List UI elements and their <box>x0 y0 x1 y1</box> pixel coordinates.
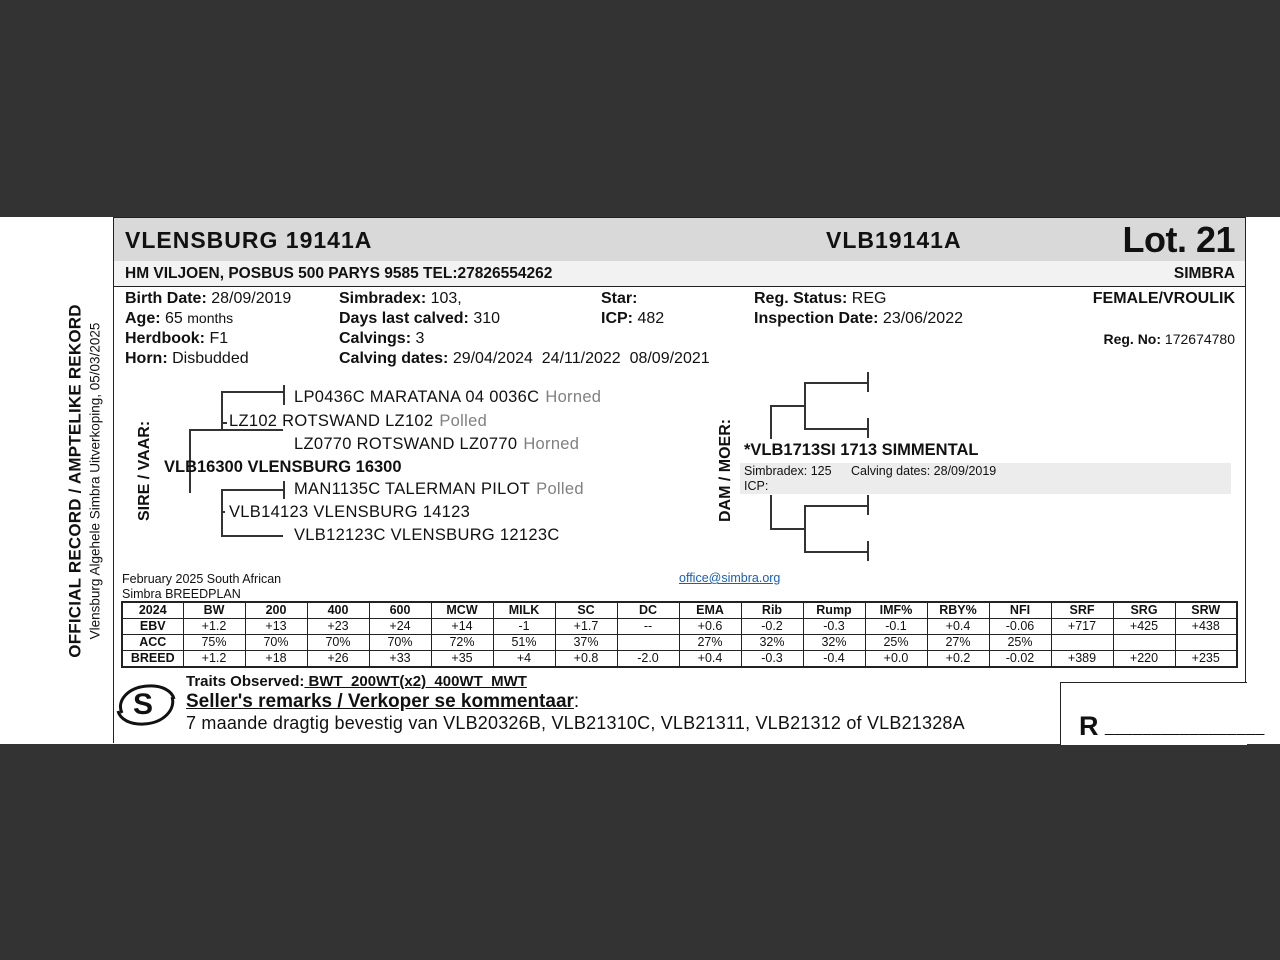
sire-sire-sire: LP0436C MARATANA 04 0036C Horned <box>294 388 602 406</box>
ebv-cell: +220 <box>1113 651 1175 668</box>
pedigree-line <box>867 418 869 438</box>
ebv-cell <box>617 635 679 651</box>
remarks-title: Seller's remarks / Verkoper se kommentaar: <box>186 691 580 712</box>
ebv-cell <box>1113 635 1175 651</box>
ebv-cell: -2.0 <box>617 651 679 668</box>
ebv-cell: 75% <box>183 635 245 651</box>
ebv-cell: +0.6 <box>679 619 741 635</box>
ebv-cell: +438 <box>1175 619 1237 635</box>
dam-info-box <box>740 463 1231 494</box>
pedigree-line <box>804 505 806 551</box>
ebv-header-cell: 400 <box>307 602 369 619</box>
ebv-cell: -0.02 <box>989 651 1051 668</box>
ebv-row-label: BREED <box>122 651 183 668</box>
ebv-header-cell: Rib <box>741 602 803 619</box>
ebv-cell: 72% <box>431 635 493 651</box>
breedplan-name: Simbra BREEDPLAN <box>122 587 241 601</box>
ebv-header-cell: BW <box>183 602 245 619</box>
ebv-cell: 70% <box>245 635 307 651</box>
lot-number: Lot. 21 <box>1122 219 1235 260</box>
pedigree-line <box>770 495 772 529</box>
pedigree-line <box>283 481 285 499</box>
pedigree-line <box>223 422 227 424</box>
ebv-cell: +1.7 <box>555 619 617 635</box>
ebv-cell: 32% <box>741 635 803 651</box>
sire-dam-sire: MAN1135C TALERMAN PILOT Polled <box>294 480 584 498</box>
pedigree-line <box>867 495 869 515</box>
ebv-table <box>121 601 1238 668</box>
ebv-row <box>122 619 1237 635</box>
ebv-cell: +1.2 <box>183 619 245 635</box>
age: Age: 65 months <box>125 310 234 327</box>
ebv-header-cell: IMF% <box>865 602 927 619</box>
days-last-calved: Days last calved: 310 <box>339 310 501 327</box>
ebv-cell: 51% <box>493 635 555 651</box>
ebv-row-label: ACC <box>122 635 183 651</box>
birth-date: Birth Date: 28/09/2019 <box>125 290 292 307</box>
official-record-label: OFFICIAL RECORD / AMPTELIKE REKORD <box>65 304 85 658</box>
logo-letter: S <box>133 688 154 721</box>
sire-dam: VLB14123 VLENSBURG 14123 <box>229 503 471 521</box>
dam-icp: ICP: <box>744 479 769 493</box>
rand-symbol: R <box>1079 711 1099 741</box>
ebv-cell: -1 <box>493 619 555 635</box>
ebv-cell: -0.06 <box>989 619 1051 635</box>
ebv-cell: +0.0 <box>865 651 927 668</box>
ebv-cell: +35 <box>431 651 493 668</box>
ebv-header-cell: SRW <box>1175 602 1237 619</box>
ebv-cell: -0.3 <box>741 651 803 668</box>
pedigree-line <box>867 541 869 561</box>
ebv-cell: 27% <box>927 635 989 651</box>
pedigree-line <box>221 535 283 537</box>
ebv-row <box>122 651 1237 668</box>
pedigree-line <box>770 405 772 439</box>
side-caption <box>54 217 114 744</box>
ebv-cell <box>1175 635 1237 651</box>
ebv-cell: +1.2 <box>183 651 245 668</box>
email-link[interactable]: office@simbra.org <box>679 571 781 585</box>
ebv-cell: +0.4 <box>927 619 989 635</box>
ebv-cell: +0.2 <box>927 651 989 668</box>
ebv-cell: -- <box>617 619 679 635</box>
ebv-cell: 70% <box>307 635 369 651</box>
ebv-header-cell: RBY% <box>927 602 989 619</box>
animal-name: VLENSBURG 19141A <box>125 227 373 253</box>
sire-dam-dam: VLB12123C VLENSBURG 12123C <box>294 526 560 544</box>
ebv-header-cell: 600 <box>369 602 431 619</box>
ebv-cell: 27% <box>679 635 741 651</box>
herdbook: Herdbook: F1 <box>125 330 229 347</box>
ebv-cell: -0.2 <box>741 619 803 635</box>
sale-name-date: Vlensburg Algehele Simbra Uitverkoping, 05/03/2025 <box>87 322 103 640</box>
pedigree-line <box>770 528 805 530</box>
price-box[interactable] <box>1060 682 1265 745</box>
ebv-cell: -0.4 <box>803 651 865 668</box>
ebv-cell: -0.1 <box>865 619 927 635</box>
inspection-date: Inspection Date: 23/06/2022 <box>754 310 963 327</box>
ebv-cell: 37% <box>555 635 617 651</box>
ebv-cell: +0.4 <box>679 651 741 668</box>
icp: ICP: 482 <box>601 310 665 327</box>
ebv-cell: +24 <box>369 619 431 635</box>
ebv-header-cell: DC <box>617 602 679 619</box>
ebv-cell: +33 <box>369 651 431 668</box>
pedigree-line <box>804 505 867 507</box>
ebv-header-cell: 200 <box>245 602 307 619</box>
pedigree-line <box>221 511 223 535</box>
title-bar <box>114 217 1245 262</box>
ebv-cell: +389 <box>1051 651 1113 668</box>
sire-sire: LZ102 ROTSWAND LZ102 Polled <box>229 412 488 430</box>
ebv-cell <box>1051 635 1113 651</box>
simbradex: Simbradex: 103, <box>339 290 462 307</box>
reg-number: Reg. No: 172674780 <box>1103 331 1235 347</box>
ebv-cell: +0.8 <box>555 651 617 668</box>
ebv-header-cell: 2024 <box>122 602 183 619</box>
sex-label: FEMALE/VROULIK <box>1092 290 1235 307</box>
owner-info: HM VILJOEN, POSBUS 500 PARYS 9585 TEL:27826554262 <box>125 265 553 282</box>
sire-sire-dam: LZ0770 ROTSWAND LZ0770 Horned <box>294 435 580 453</box>
ebv-cell: 32% <box>803 635 865 651</box>
ebv-cell: 25% <box>865 635 927 651</box>
star: Star: <box>601 290 638 307</box>
ebv-cell: 70% <box>369 635 431 651</box>
pedigree-line <box>221 489 223 511</box>
ebv-header-cell: SC <box>555 602 617 619</box>
ebv-cell: +14 <box>431 619 493 635</box>
dam-name: *VLB1713SI 1713 SIMMENTAL <box>744 441 979 459</box>
ebv-header-cell: SRG <box>1113 602 1175 619</box>
ebv-header-row <box>122 602 1237 619</box>
traits-observed: Traits Observed: BWT 200WT(x2) 400WT MWT <box>186 673 527 690</box>
ebv-cell: -0.3 <box>803 619 865 635</box>
ebv-cell: +4 <box>493 651 555 668</box>
dam-label: DAM / MOER: <box>717 418 734 522</box>
ebv-row <box>122 635 1237 651</box>
ebv-header-cell: NFI <box>989 602 1051 619</box>
owner-bar <box>114 261 1245 287</box>
ebv-cell: +13 <box>245 619 307 635</box>
ebv-header-cell: Rump <box>803 602 865 619</box>
breedplan-date: February 2025 South African <box>122 572 282 586</box>
ebv-header-cell: MCW <box>431 602 493 619</box>
pedigree-line <box>221 489 283 491</box>
calvings: Calvings: 3 <box>339 330 425 347</box>
pedigree-line <box>221 391 283 393</box>
sire-name: VLB16300 VLENSBURG 16300 <box>164 458 402 476</box>
dam-simbradex: Simbradex: 125 <box>744 464 832 478</box>
ebv-cell: +23 <box>307 619 369 635</box>
simbra-s-logo-icon <box>114 679 178 729</box>
pedigree-line <box>867 372 869 392</box>
ebv-cell: +235 <box>1175 651 1237 668</box>
price-blank-line: _________________ <box>1105 719 1265 736</box>
pedigree-line <box>804 428 867 430</box>
ebv-header-cell: MILK <box>493 602 555 619</box>
dam-calving-dates: Calving dates: 28/09/2019 <box>851 464 997 478</box>
ebv-cell: +26 <box>307 651 369 668</box>
ebv-header-cell: EMA <box>679 602 741 619</box>
remarks-text: 7 maande dragtig bevestig van VLB20326B, VLB21310C, VLB21311, VLB21312 of VLB21328A <box>186 713 965 733</box>
pedigree-line <box>804 382 867 384</box>
pedigree-line <box>770 405 805 407</box>
horn-status: Horn: Disbudded <box>125 350 249 367</box>
reg-status: Reg. Status: REG <box>754 290 887 307</box>
pedigree-line <box>189 429 221 431</box>
ebv-cell: +18 <box>245 651 307 668</box>
animal-card <box>113 217 1265 743</box>
ebv-cell: +717 <box>1051 619 1113 635</box>
breed-label: SIMBRA <box>1173 265 1235 282</box>
calving-dates: Calving dates: 29/04/2024 24/11/2022 08/09/2021 <box>339 350 710 367</box>
sire-label: SIRE / VAAR: <box>136 420 153 521</box>
pedigree-line <box>804 382 806 428</box>
ebv-header-cell: SRF <box>1051 602 1113 619</box>
ebv-row-label: EBV <box>122 619 183 635</box>
ebv-cell: +425 <box>1113 619 1175 635</box>
ebv-cell: 25% <box>989 635 1051 651</box>
pedigree-line <box>804 551 867 553</box>
animal-id: VLB19141A <box>826 227 962 253</box>
pedigree-line <box>283 385 285 405</box>
